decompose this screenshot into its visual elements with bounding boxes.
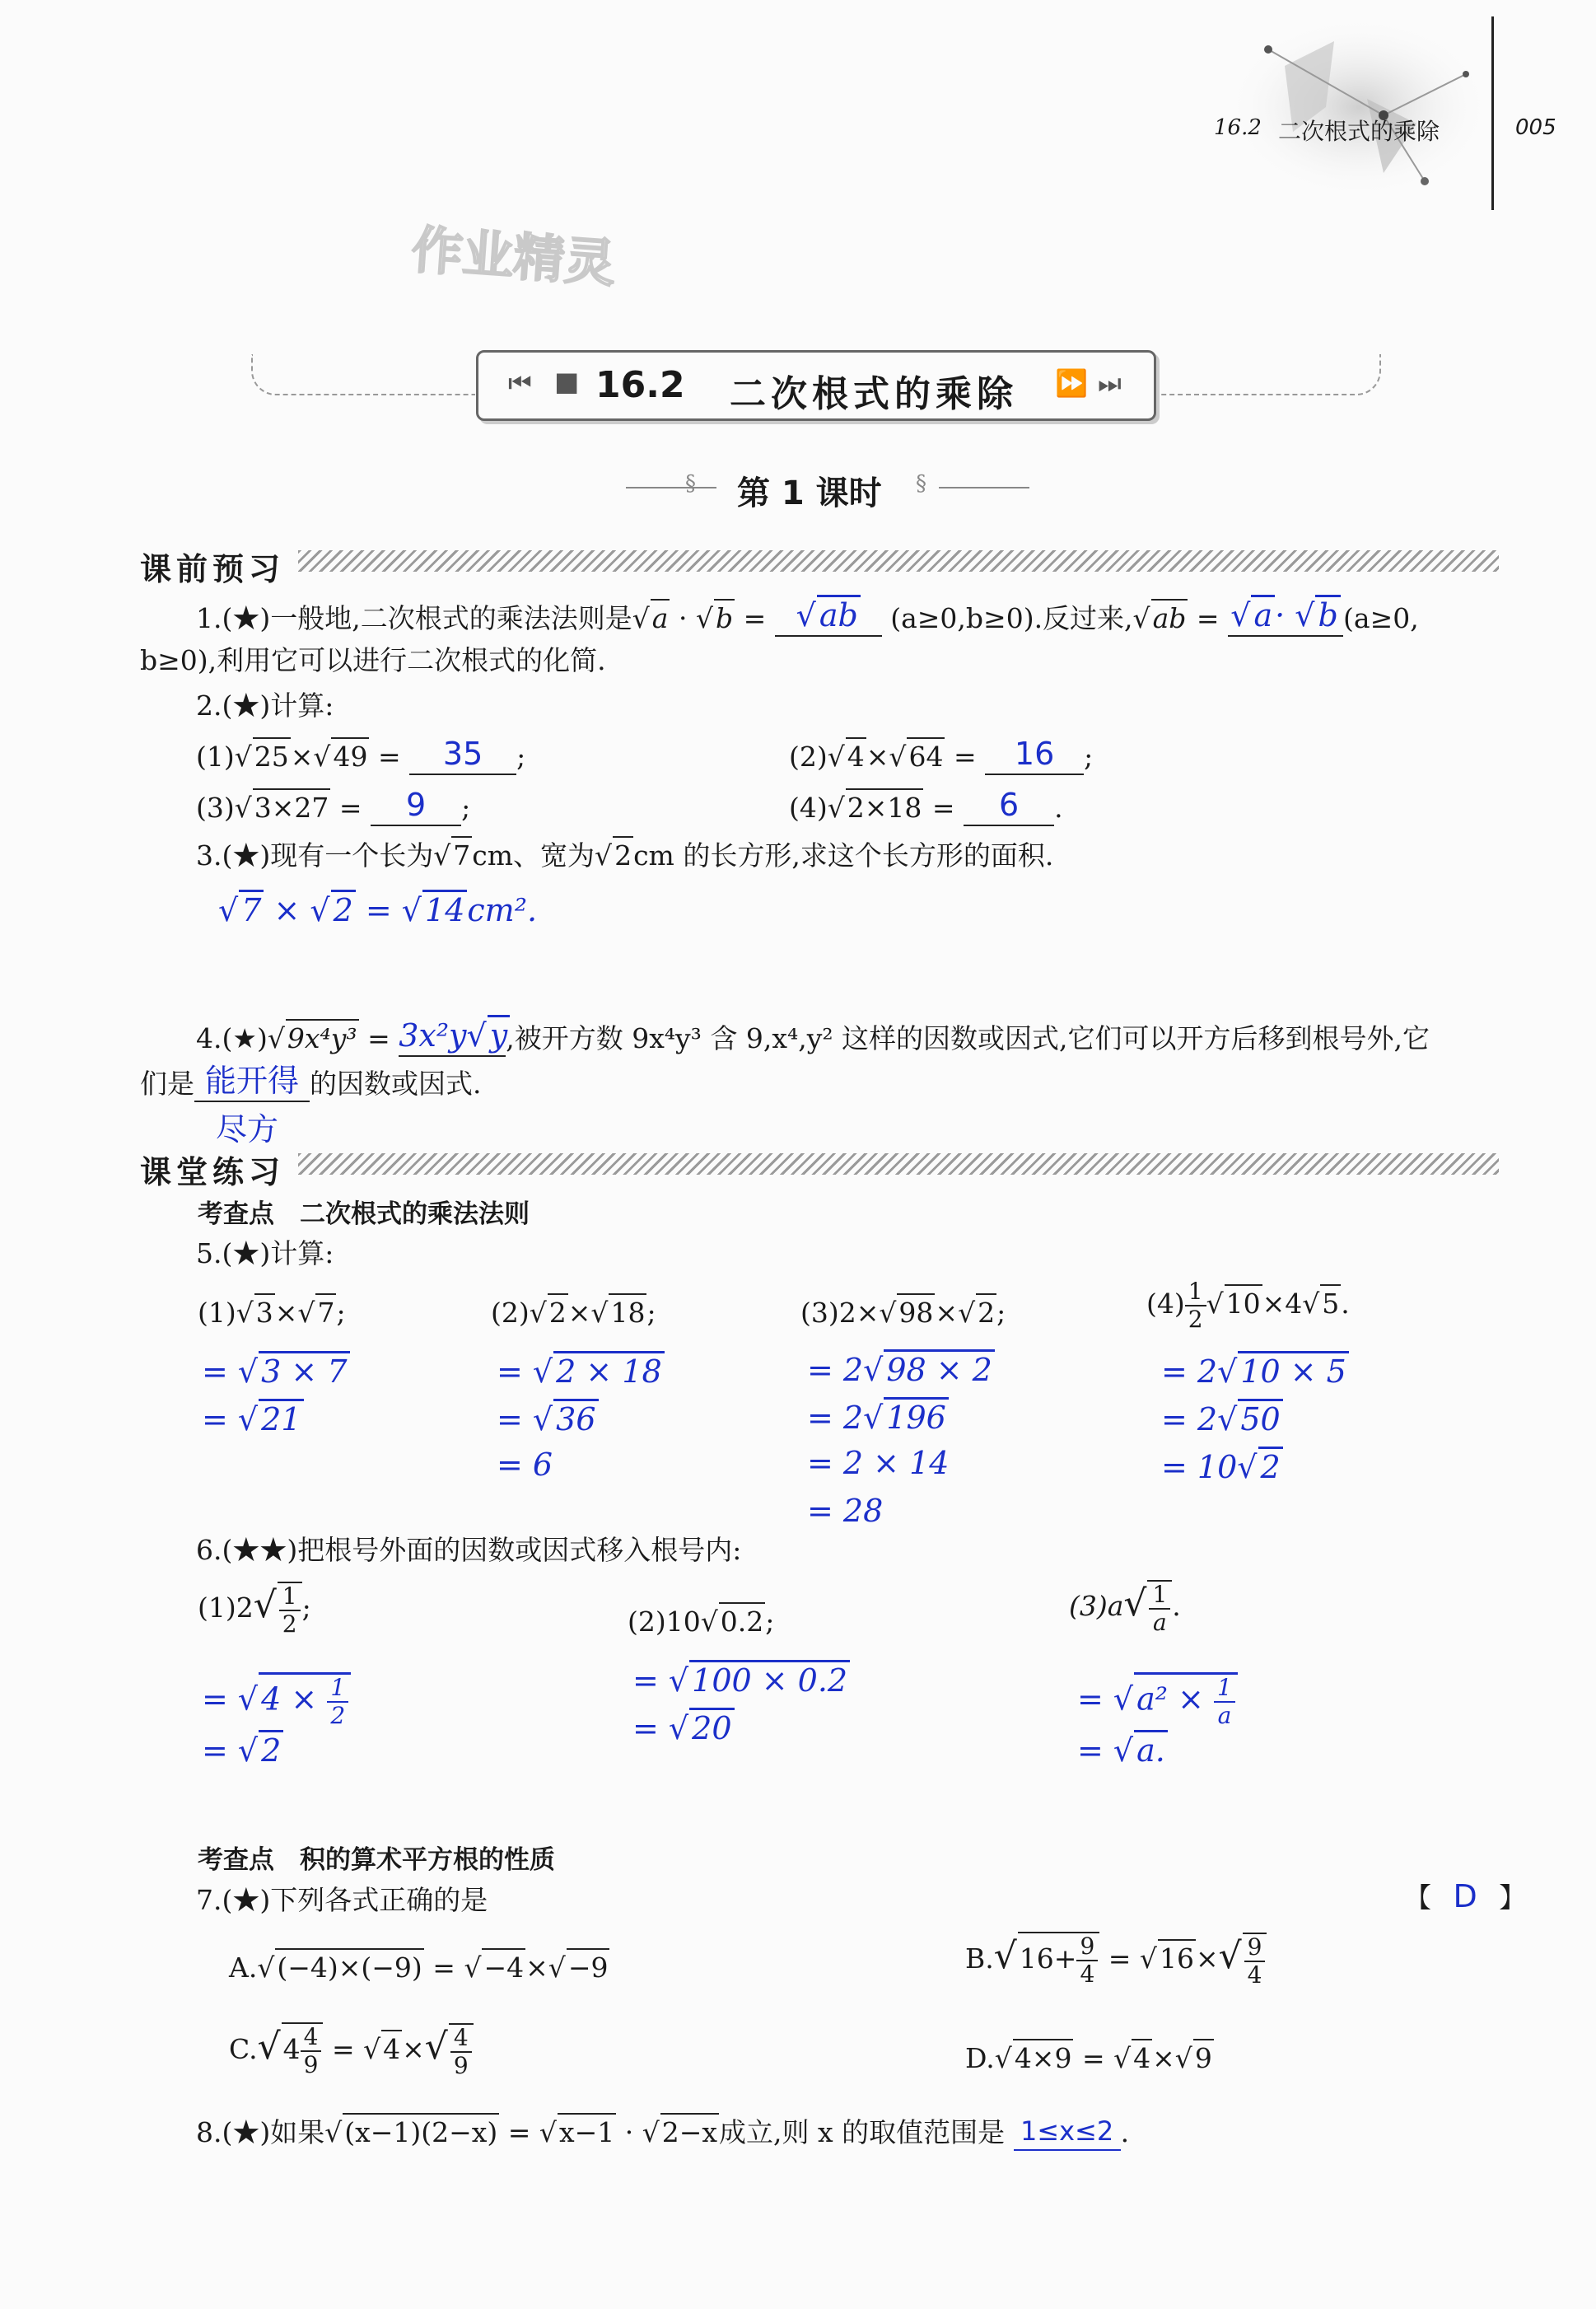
q5-p3-s2: 196 bbox=[884, 1397, 949, 1436]
q5-p1-step1: = √ 3 × 7 bbox=[202, 1351, 350, 1390]
q5-p3-s1: 98 × 2 bbox=[884, 1349, 995, 1388]
section-practice: 课堂练习 bbox=[140, 1154, 286, 1190]
q2-p2-ans: 16 bbox=[1014, 736, 1055, 772]
q4-ans2: 能开得 bbox=[204, 1063, 299, 1099]
q5-p2-step3: = 6 bbox=[497, 1447, 553, 1483]
q5-p4-k: ×4 bbox=[1262, 1288, 1303, 1320]
q3-ans-unit: cm². bbox=[467, 892, 538, 928]
q2-p1-r2: 49 bbox=[331, 737, 369, 775]
q6-p1-label: (1)2 bbox=[198, 1592, 254, 1624]
q2-p2-label: (2) bbox=[789, 741, 828, 773]
q4-line2b: 的因数或因式. bbox=[310, 1068, 482, 1100]
q5-p3-r1: 98 bbox=[897, 1293, 935, 1331]
q5-p4-s3: 2 bbox=[1258, 1447, 1283, 1485]
q2-p4-ans: 6 bbox=[998, 787, 1020, 823]
q1-rad-a: a bbox=[651, 599, 670, 637]
q4-line2a: 们是 bbox=[140, 1068, 194, 1100]
q7-c-label: C. bbox=[229, 2033, 258, 2065]
q5-p2-s1: 2 × 18 bbox=[553, 1351, 665, 1390]
q5-p4-fden: 2 bbox=[1188, 1306, 1203, 1333]
q2-p3-ans: 9 bbox=[405, 787, 427, 823]
q5-p1-s1: 3 × 7 bbox=[259, 1351, 349, 1390]
q7-ans: D bbox=[1453, 1878, 1477, 1914]
q7-a-label: A. bbox=[229, 1951, 258, 1984]
q1-lead: 1.(★)一般地,二次根式的乘法法则是 bbox=[196, 602, 632, 634]
q7-option-d: D.√4×9 = √4×√9 bbox=[965, 2039, 1214, 2077]
q5-p3: (3)2×√98×√2; bbox=[800, 1293, 1006, 1331]
title-name: 二次根式的乘除 bbox=[730, 373, 1018, 415]
q1-rad-ab: ab bbox=[1151, 599, 1188, 637]
q6-p3-s1-rad: a² × $\frac{1}{a}$ bbox=[1134, 1672, 1238, 1729]
q3-a: 3.(★)现有一个长为 bbox=[196, 839, 434, 872]
q3-text: 3.(★)现有一个长为√7cm、宽为√2cm 的长方形,求这个长方形的面积. bbox=[196, 836, 1053, 874]
q5-p1: (1)√3×√7; bbox=[198, 1293, 346, 1331]
q2-p2-r2: 64 bbox=[907, 737, 945, 775]
q5-p2-r2: 18 bbox=[609, 1293, 646, 1331]
q5-p2-step2: = √ 36 bbox=[497, 1399, 599, 1437]
q5-p4-r1: 10 bbox=[1225, 1284, 1262, 1322]
q6-p2-step2: = √ 20 bbox=[632, 1708, 735, 1746]
q7-answer-box bbox=[1404, 1878, 1526, 1916]
q6-p1: (1)2√ $\frac{1}{2}$ ; bbox=[198, 1582, 311, 1638]
section-preview: 课前预习 bbox=[140, 551, 286, 587]
q4-blank2 bbox=[194, 1063, 310, 1102]
q5-p4-label: (4) bbox=[1146, 1288, 1185, 1320]
q3-r2: 2 bbox=[613, 836, 633, 874]
q8-ans: 1≤x≤2 bbox=[1020, 2115, 1114, 2147]
q3-ans-r2: 2 bbox=[331, 890, 356, 928]
q5-p3-step3: = 2 × 14 bbox=[807, 1445, 950, 1481]
q1-ans1: ab bbox=[817, 595, 861, 633]
header-section-name: 二次根式的乘除 bbox=[1278, 118, 1440, 145]
q2-p3-blank bbox=[371, 787, 461, 826]
q6-p2-r: 0.2 bbox=[719, 1602, 765, 1640]
q8-blank bbox=[1014, 2113, 1121, 2151]
q1-blank1: √ ab bbox=[775, 595, 882, 637]
q5-p3-step4: = 28 bbox=[807, 1493, 884, 1529]
q5-p3-label: (3)2× bbox=[800, 1297, 880, 1329]
q6-p3-frac bbox=[1147, 1580, 1172, 1636]
q2-p2: (2)√4×√64 = 16 ; bbox=[789, 736, 1093, 775]
hatch-bar-2 bbox=[298, 1153, 1499, 1175]
q2-p4-blank bbox=[964, 787, 1054, 826]
q5-p2-r1: 2 bbox=[548, 1293, 568, 1331]
q3-r1: 7 bbox=[451, 836, 472, 874]
q5-p4-frac bbox=[1185, 1278, 1206, 1333]
q5-p4-s1: 10 × 5 bbox=[1238, 1351, 1349, 1390]
q8-mid: 成立,则 x 的取值范围是 bbox=[718, 2116, 1006, 2148]
lesson-ornament-left: § bbox=[685, 471, 696, 496]
q2-p1-label: (1) bbox=[196, 741, 235, 773]
q8-r1: (x−1)(2−x) bbox=[343, 2113, 499, 2151]
q5-p2: (2)√2×√18; bbox=[491, 1293, 656, 1331]
q6-stem: 6.(★★)把根号外面的因数或因式移入根号内: bbox=[196, 1534, 742, 1566]
q2-p3-label: (3) bbox=[196, 792, 235, 824]
header-section-ref: 16.2 bbox=[1214, 115, 1262, 140]
q6-p1-step1: = √ 4 × $\frac{1}{2}$ bbox=[202, 1672, 351, 1729]
q5-p1-r1: 3 bbox=[254, 1293, 275, 1331]
q1-ans2a: a bbox=[1251, 595, 1275, 633]
q6-p1-s1: 4 × bbox=[261, 1680, 328, 1718]
q3-ans-r3: 14 bbox=[422, 890, 467, 928]
q1-end: (a≥0, bbox=[1343, 602, 1419, 634]
q7-bracket-right: 】 bbox=[1499, 1881, 1527, 1914]
square-icon: ■ bbox=[554, 366, 580, 397]
q7-option-a: A.√(−4)×(−9) = √−4×√−9 bbox=[229, 1948, 609, 1986]
q5-stem: 5.(★)计算: bbox=[196, 1237, 334, 1269]
q5-p4: (4) $\frac{1}{2}$ √10×4√5. bbox=[1146, 1278, 1350, 1333]
q2-p2-r1: 4 bbox=[846, 737, 866, 775]
q2-p4-label: (4) bbox=[789, 792, 828, 824]
title-dash-right bbox=[1157, 354, 1381, 395]
q6-p2-s2: 20 bbox=[689, 1708, 734, 1746]
lesson-ornament-right: § bbox=[916, 471, 926, 496]
q6-p2-label: (2)10 bbox=[628, 1606, 701, 1638]
q6-p2-s1: 100 × 0.2 bbox=[689, 1660, 850, 1699]
q2-p4: (4)√2×18 = 6 . bbox=[789, 787, 1063, 826]
q2-p1-ans: 35 bbox=[442, 736, 483, 772]
title-banner bbox=[476, 350, 1156, 421]
q6-p1-frac bbox=[278, 1582, 302, 1638]
q6-p2: (2)10√0.2; bbox=[628, 1602, 774, 1640]
q7-bracket-left: 【 bbox=[1404, 1881, 1431, 1914]
q2-p1: (1)√25×√49 = 35 ; bbox=[196, 736, 525, 775]
q6-p1-step2: = √ 2 bbox=[202, 1730, 283, 1769]
q6-p3-step1: = √ a² × $\frac{1}{a}$ bbox=[1077, 1672, 1238, 1729]
q4-ans2b: 尽方 bbox=[216, 1111, 279, 1147]
q5-p2-step1: = √ 2 × 18 bbox=[497, 1351, 665, 1390]
q6-p1-s2: 2 bbox=[259, 1730, 283, 1769]
q2-p3: (3)√3×27 = 9 ; bbox=[196, 787, 470, 826]
q1-line1: 1.(★)一般地,二次根式的乘法法则是√a · √b = √ ab (a≥0,b≥0).反过来,√ab = √ a· √ b (a≥0, bbox=[196, 595, 1419, 637]
q1-mid: (a≥0,b≥0).反过来, bbox=[890, 602, 1133, 634]
q4-ans: 3x²y bbox=[399, 1017, 467, 1054]
q8-r2: x−1 bbox=[558, 2113, 616, 2151]
q6-p3-label: (3)a bbox=[1069, 1590, 1124, 1622]
hatch-bar bbox=[298, 550, 1499, 572]
q2-stem: 2.(★)计算: bbox=[196, 689, 334, 722]
lesson-line-left bbox=[626, 487, 716, 488]
q6-p3: (3)a√ $\frac{1}{a}$ . bbox=[1069, 1581, 1181, 1636]
page-number: 005 bbox=[1515, 115, 1556, 140]
q5-p1-label: (1) bbox=[198, 1297, 236, 1329]
q2-p1-r1: 25 bbox=[253, 737, 291, 775]
skip-end-icon: ⏭ bbox=[1098, 367, 1122, 399]
q5-p4-s2: 50 bbox=[1238, 1399, 1282, 1437]
q7-option-c: C.√4 $\frac{4}{9}$ = √4×√ $\frac{4}{9}$ bbox=[229, 2022, 474, 2079]
title-dash-left bbox=[251, 354, 475, 395]
q1-rad-b: b bbox=[714, 599, 735, 637]
q1-line2: b≥0),利用它可以进行二次根式的化简. bbox=[140, 644, 606, 676]
q2-p2-blank bbox=[985, 736, 1084, 775]
q6-p1-den: 2 bbox=[282, 1610, 297, 1638]
q4-line1: 4.(★)√9x⁴y³ = 3x²y√ y,被开方数 9x⁴y³ 含 9,x⁴,y² 这样的因数或因式,它们可以开方后移到根号外,它 bbox=[196, 1015, 1430, 1057]
q5-p3-r2: 2 bbox=[976, 1293, 996, 1331]
watermark: 作业精灵 bbox=[409, 219, 618, 294]
q1-ans2b: b bbox=[1315, 595, 1340, 633]
rewind-icon: ⏮ bbox=[508, 367, 532, 399]
q7-option-b: B.√16+ $\frac{9}{4}$ = √16×√ $\frac{9}{4}$ bbox=[965, 1932, 1267, 1989]
q4-rad: 9x⁴y³ bbox=[286, 1019, 359, 1057]
q7-d-label: D. bbox=[965, 2042, 995, 2074]
q6-p2-step1: = √ 100 × 0.2 bbox=[632, 1660, 850, 1699]
q6-p3-num: 1 bbox=[1149, 1582, 1170, 1610]
lesson-line-right bbox=[939, 487, 1029, 488]
q5-p3-step1: = 2√ 98 × 2 bbox=[807, 1349, 995, 1388]
q4-mid: ,被开方数 9x⁴y³ 含 9,x⁴,y² 这样的因数或因式,它们可以开方后移到根号外,它 bbox=[506, 1022, 1430, 1054]
title-number: 16.2 bbox=[595, 364, 685, 406]
q6-p1-s1-rad: 4 × $\frac{1}{2}$ bbox=[259, 1672, 351, 1729]
q5-p1-r2: 7 bbox=[315, 1293, 336, 1331]
q6-p3-den: a bbox=[1153, 1609, 1167, 1636]
q5-p4-step3: = 10√ 2 bbox=[1161, 1447, 1283, 1485]
q3-b: cm、宽为 bbox=[472, 839, 595, 872]
header-divider bbox=[1491, 16, 1494, 210]
q8-lead: 8.(★)如果 bbox=[196, 2116, 325, 2148]
q6-p1-num: 1 bbox=[279, 1583, 301, 1611]
q5-p4-step1: = 2√ 10 × 5 bbox=[1161, 1351, 1349, 1390]
q5-p1-s2: 21 bbox=[259, 1399, 303, 1437]
q5-p2-s2: 36 bbox=[553, 1399, 598, 1437]
q3-ans-r1: 7 bbox=[239, 890, 264, 928]
q2-p3-r1: 3×27 bbox=[253, 788, 331, 826]
q7-stem: 7.(★)下列各式正确的是 bbox=[196, 1884, 488, 1916]
q6-p3-s1: a² × bbox=[1136, 1680, 1215, 1718]
q2-p1-blank bbox=[409, 736, 516, 775]
q3-c: cm 的长方形,求这个长方形的面积. bbox=[633, 839, 1054, 872]
q6-p3-step2: = √ a. bbox=[1077, 1730, 1168, 1769]
lesson-title: 第 1 课时 bbox=[737, 474, 882, 512]
q5-p2-label: (2) bbox=[491, 1297, 530, 1329]
q3-answer: √ 7 × √ 2 = √ 14cm². bbox=[218, 890, 537, 928]
q5-p1-step2: = √ 21 bbox=[202, 1399, 304, 1437]
q6-p3-s2: a. bbox=[1134, 1730, 1168, 1769]
q7-b-label: B. bbox=[965, 1942, 994, 1975]
q8-text: 8.(★)如果√(x−1)(2−x) = √x−1 · √2−x成立,则 x 的取值范围是 1≤x≤2 . bbox=[196, 2113, 1129, 2151]
q1-blank2: √ a· √ b bbox=[1228, 595, 1343, 637]
q5-p4-fnum: 1 bbox=[1185, 1278, 1206, 1306]
q4-line2 bbox=[140, 1063, 482, 1102]
q8-r3: 2−x bbox=[660, 2113, 719, 2151]
kp1-heading: 考查点 二次根式的乘法法则 bbox=[198, 1199, 530, 1229]
q4-blank1: 3x²y√ y bbox=[399, 1015, 506, 1057]
header-decoration bbox=[1219, 16, 1499, 206]
q5-p4-step2: = 2√ 50 bbox=[1161, 1399, 1283, 1437]
forward-icon: ⏩ bbox=[1055, 367, 1088, 399]
q2-p4-r1: 2×18 bbox=[846, 788, 924, 826]
kp2-heading: 考查点 积的算术平方根的性质 bbox=[198, 1845, 555, 1875]
q5-p3-step2: = 2√ 196 bbox=[807, 1397, 949, 1436]
q5-p4-r2: 5 bbox=[1320, 1284, 1341, 1322]
q4-lead: 4.(★) bbox=[196, 1022, 268, 1054]
q4-ans-rad: y bbox=[488, 1015, 510, 1054]
